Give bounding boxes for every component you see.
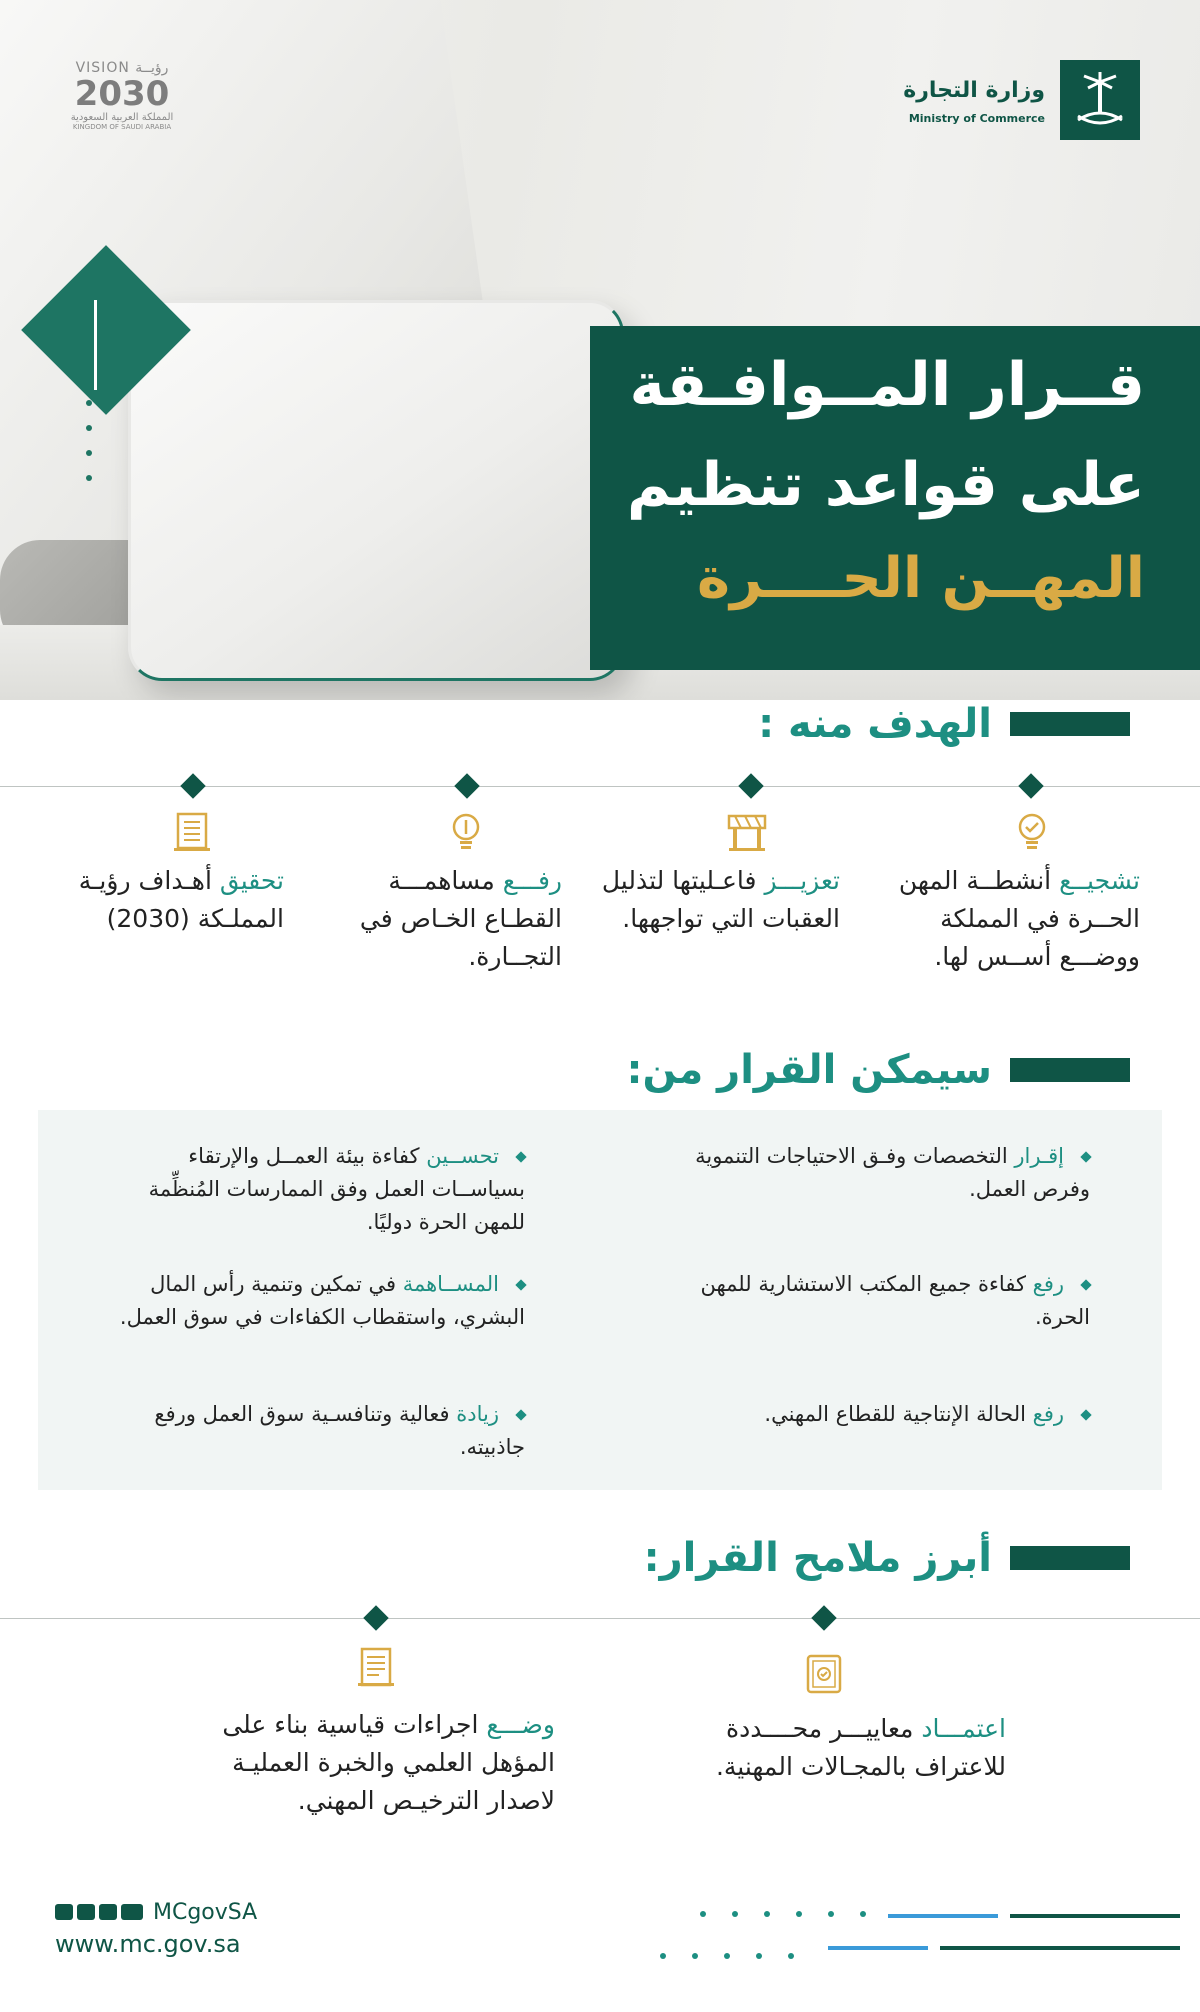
feature-marker xyxy=(363,1605,388,1630)
title-panel xyxy=(590,326,1200,670)
title-line-1: قــرار المــوافـقة xyxy=(629,350,1145,420)
lightbulb-icon xyxy=(444,810,488,854)
goal-text: مساهمـــة القطـاع الخـاص في التجــارة. xyxy=(359,866,562,971)
ministry-name-en: Ministry of Commerce xyxy=(908,112,1045,125)
enable-highlight: رفع xyxy=(1032,1272,1064,1296)
hero-banner xyxy=(0,0,1200,700)
bullet-diamond-icon xyxy=(515,1279,526,1290)
enable-item xyxy=(690,1398,1090,1431)
document-icon xyxy=(354,1645,398,1689)
enable-text: التخصصات وفـق الاحتياجات التنموية وفرص العمل. xyxy=(695,1144,1090,1201)
certificate-icon xyxy=(802,1652,846,1696)
building-icon xyxy=(170,810,214,854)
instagram-icon[interactable] xyxy=(99,1904,117,1920)
enable-text: كفاءة جميع المكتب الاستشارية للمهن الحرة. xyxy=(700,1272,1090,1329)
youtube-icon[interactable] xyxy=(121,1904,143,1920)
heading-bar xyxy=(1010,712,1130,736)
features-heading-text: أبرز ملامح القرار: xyxy=(643,1535,992,1581)
goal-text: أهـداف رؤيـة المملـكة (2030) xyxy=(78,866,284,933)
enable-text: فعالية وتنافسـية سوق العمل ورفع جاذبيته. xyxy=(154,1402,525,1459)
laptop-image xyxy=(128,300,624,681)
enable-highlight: تحســين xyxy=(426,1144,499,1168)
features-heading xyxy=(644,1534,1130,1582)
vision-brand: VISION رؤيــة xyxy=(75,60,169,76)
vision-country-en: KINGDOM OF SAUDI ARABIA xyxy=(72,123,172,131)
feature-highlight: وضـــع xyxy=(486,1710,555,1739)
goal-text: فاعـليتها لتذليل العقبات التي تواجهها. xyxy=(601,866,840,933)
bullet-diamond-icon xyxy=(1080,1151,1091,1162)
ministry-name-ar: وزارة التجارة xyxy=(903,78,1045,103)
enable-item xyxy=(690,1140,1090,1206)
enables-heading xyxy=(627,1046,1131,1094)
title-line-3: المهــن الحــــرة xyxy=(697,546,1145,611)
palm-swords-icon xyxy=(1060,60,1140,140)
enable-text: كفاءة بيئة العمــل والإرتقاء بسياســات العمل وفق الممارسات المُنظِّمة للمهن الحرة دوليًا. xyxy=(148,1144,525,1234)
heading-bar xyxy=(1010,1546,1130,1570)
enable-item xyxy=(690,1268,1090,1334)
goal-item-3 xyxy=(312,862,562,976)
goal-marker xyxy=(180,773,205,798)
bullet-diamond-icon xyxy=(1080,1409,1091,1420)
feature-highlight: اعتمـــاد xyxy=(921,1714,1006,1743)
features-divider xyxy=(0,1618,1200,1619)
feature-item-1 xyxy=(636,1710,1006,1786)
enable-highlight: إقـرار xyxy=(1014,1144,1064,1168)
bullet-diamond-icon xyxy=(515,1409,526,1420)
goal-marker xyxy=(454,773,479,798)
goal-highlight: تحقيق xyxy=(219,866,284,895)
enable-highlight: زيادة xyxy=(456,1402,499,1426)
feature-marker xyxy=(811,1605,836,1630)
vision-country-ar: المملكة العربية السعودية xyxy=(70,112,174,123)
goal-text: أنشطــة المهن الحــرة في المملكة ووضـــع أســس لها. xyxy=(898,866,1140,971)
enable-text: في تمكين وتنمية رأس المال البشري، واستقطاب الكفاءات في سوق العمل. xyxy=(119,1272,525,1329)
goal-marker xyxy=(738,773,763,798)
bullet-diamond-icon xyxy=(1080,1279,1091,1290)
heading-bar xyxy=(1010,1058,1130,1082)
goals-heading xyxy=(758,700,1130,748)
goal-item-2 xyxy=(590,862,840,938)
goal-item-1 xyxy=(890,862,1140,976)
enable-highlight: المســاهمة xyxy=(402,1272,499,1296)
goal-highlight: رفـــع xyxy=(502,866,562,895)
goal-marker xyxy=(1018,773,1043,798)
goals-heading-text: الهدف منه : xyxy=(758,701,992,747)
enable-highlight: رفع xyxy=(1032,1402,1064,1426)
footer xyxy=(55,1898,257,1958)
enable-item xyxy=(105,1140,525,1239)
decor-dots xyxy=(84,300,114,500)
bullet-diamond-icon xyxy=(515,1151,526,1162)
website-link[interactable]: www.mc.gov.sa xyxy=(55,1930,241,1958)
footer-decoration xyxy=(660,1902,1180,1962)
enables-heading-text: سيمكن القرار من: xyxy=(626,1047,992,1093)
social-row xyxy=(55,1898,257,1926)
social-handle: MCgovSA xyxy=(153,1899,258,1925)
barrier-icon xyxy=(725,810,769,854)
facebook-icon[interactable] xyxy=(77,1904,95,1920)
feature-item-2 xyxy=(190,1706,555,1820)
enable-item xyxy=(105,1268,525,1334)
feature-text: اجراءات قياسية بناء على المؤهل العلمي والخبرة العمليـة لاصدار الترخيـص المهني. xyxy=(222,1710,555,1815)
vision-year: 2030 xyxy=(74,74,170,114)
goal-highlight: تشجيــع xyxy=(1059,866,1140,895)
title-line-2: على قواعد تنظيم xyxy=(626,450,1145,520)
vision-2030-logo xyxy=(52,60,192,150)
ministry-logo xyxy=(890,60,1140,150)
enable-item xyxy=(105,1398,525,1464)
twitter-icon[interactable] xyxy=(55,1904,73,1920)
lightbulb-check-icon xyxy=(1010,810,1054,854)
enable-text: الحالة الإنتاجية للقطاع المهني. xyxy=(764,1402,1026,1426)
goal-item-4 xyxy=(34,862,284,938)
goal-highlight: تعزيـــز xyxy=(764,866,840,895)
feature-text: معاييـــر محــــددة للاعتراف بالمجـالات المهنية. xyxy=(715,1714,1006,1781)
